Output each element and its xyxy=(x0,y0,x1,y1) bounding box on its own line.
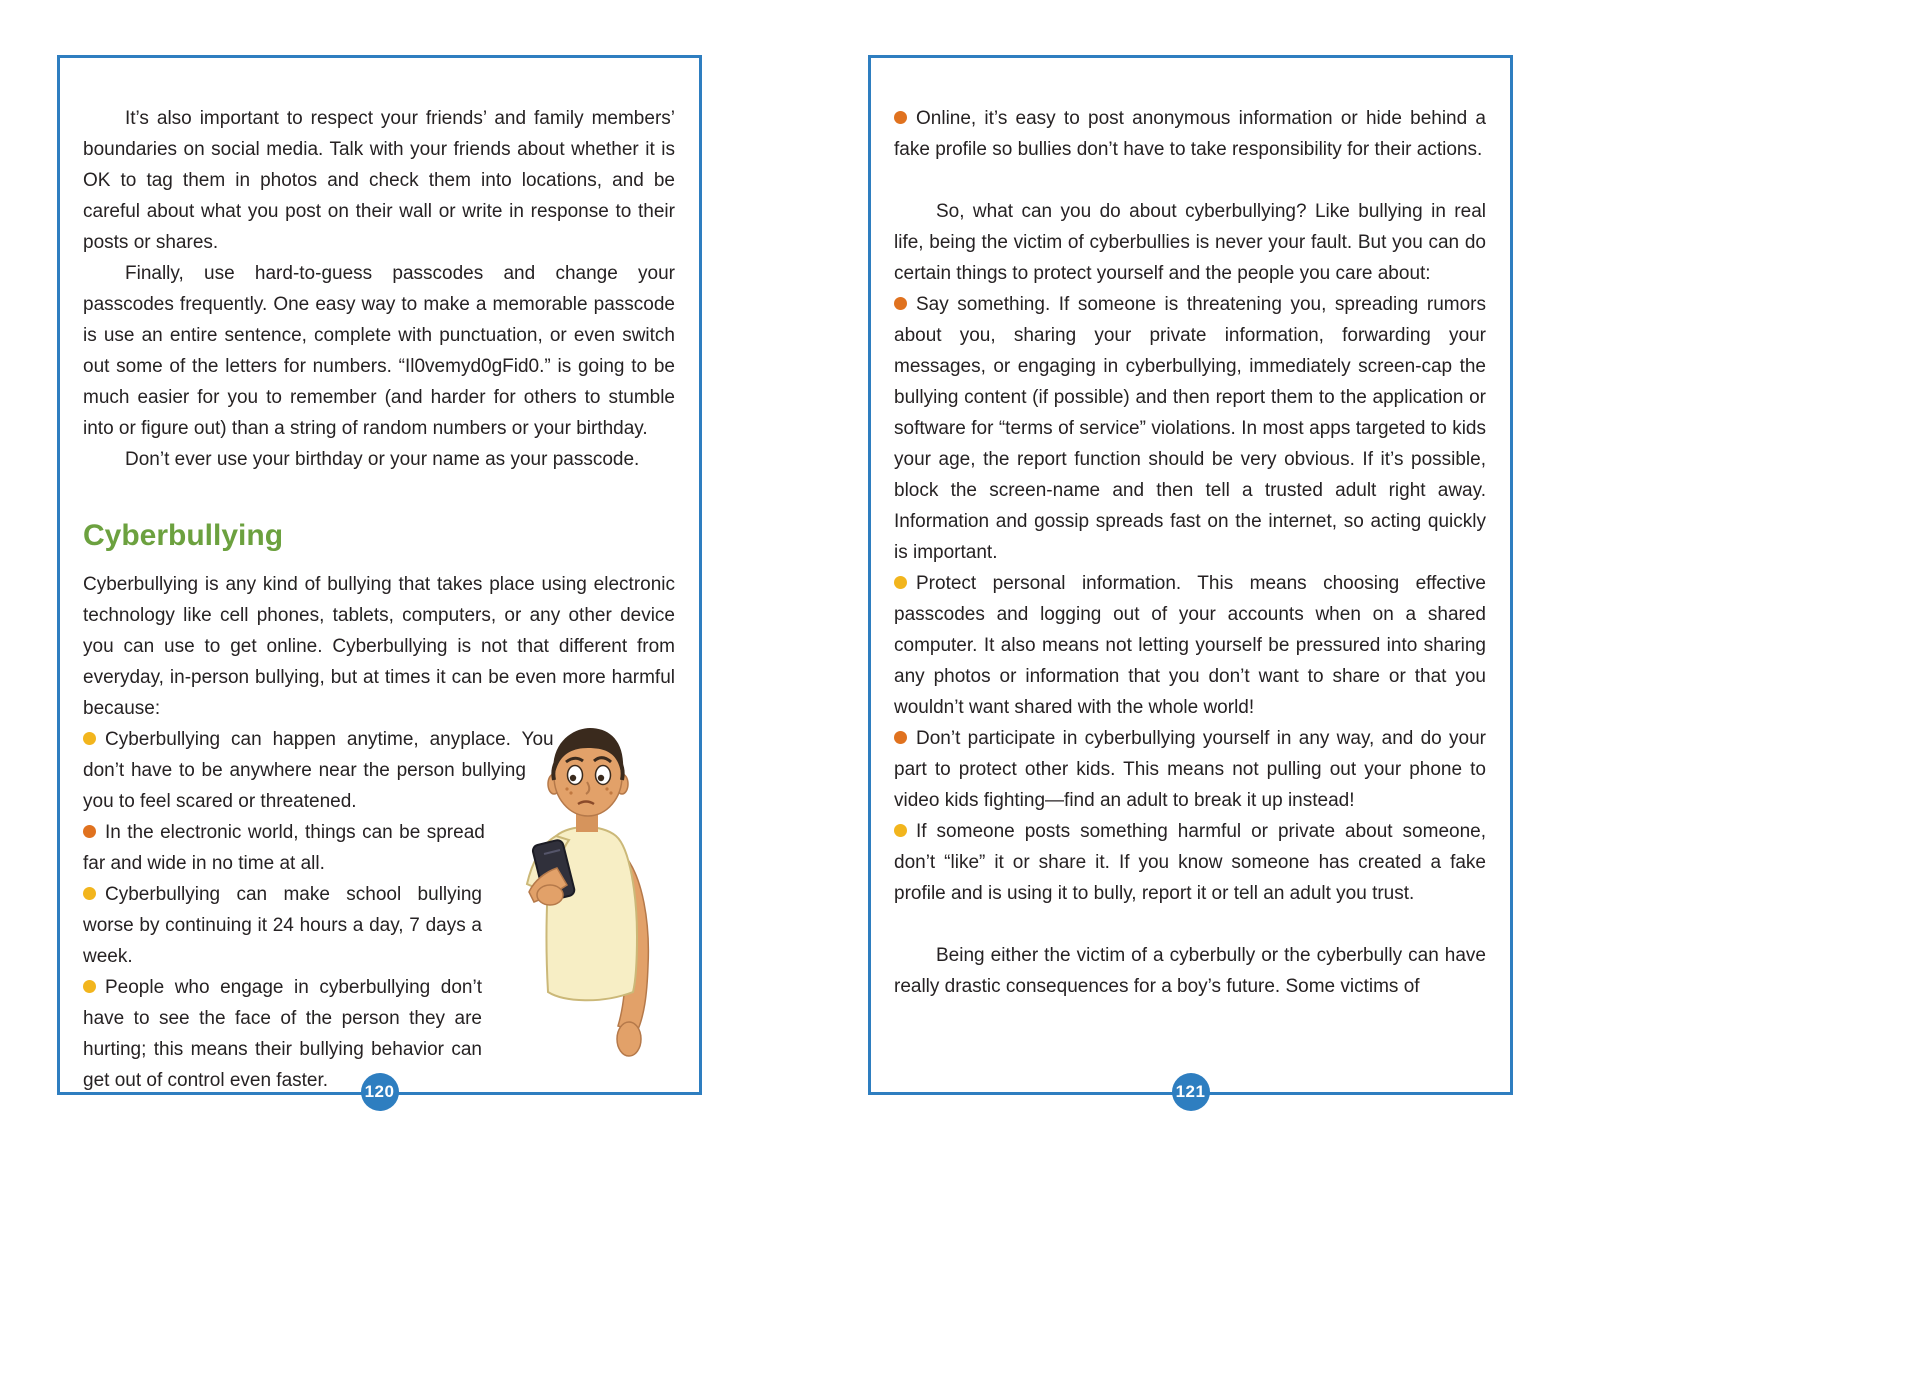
bullet-text: Say something. If someone is threatening you, spreading rumors about you, sharing your private information, forwarding your messages, or engaging in cyberbullying, immediately screen-cap the bullying content (if possible) and then report them to the application or software for “terms of service” violations. In most apps targeted to kids your age, the report function should be very obvious. If it’s possible, block the screen-name and then tell a trusted adult right away. Information and gossip spreads fast on the internet, so acting quickly is important. xyxy=(894,294,1486,563)
paragraph: Finally, use hard-to-guess passcodes and change your passcodes frequently. One easy way to make a memorable passcode is use an entire sentence, complete with punctuation, or even switch out some of the letters for numbers. “Il0vemyd0gFid0.” is going to be much easier for you to remember (and harder for others to stumble into or figure out) than a string of random numbers or your birthday. xyxy=(83,263,675,439)
paragraph: Cyberbullying is any kind of bullying that takes place using electronic technology like cell phones, tablets, computers, or any other device you can use to get online. Cyberbullying is not that different from everyday, in-person bullying, but at times it can be even more harmful because: xyxy=(83,574,675,719)
bullet-item xyxy=(894,289,1486,568)
bullet-dot xyxy=(83,980,96,993)
page-left-content xyxy=(60,58,699,1096)
bullet-dot xyxy=(894,297,907,310)
bullet-item xyxy=(894,723,1486,816)
bullet-item xyxy=(894,568,1486,723)
paragraph: Don’t ever use your birthday or your name as your passcode. xyxy=(125,449,640,470)
bullet-dot xyxy=(83,732,96,745)
section-heading-cyberbullying: Cyberbullying xyxy=(83,519,284,552)
bullet-dot xyxy=(894,111,907,124)
bullet-text: In the electronic world, things can be spread far and wide in no time at all. xyxy=(83,822,485,874)
page-number-badge: 121 xyxy=(1172,1073,1210,1111)
page-right-content xyxy=(871,58,1510,1002)
bullet-dot xyxy=(83,887,96,900)
bullet-dot xyxy=(83,825,96,838)
page-left xyxy=(57,55,702,1101)
page-number-badge: 120 xyxy=(361,1073,399,1111)
bullet-text: Protect personal information. This means choosing effective passcodes and logging out of your accounts when on a shared computer. It also means not letting yourself be pressured into sharing any photos or information that you don’t want to share or that you wouldn’t want shared with the whole world! xyxy=(894,573,1486,718)
bullet-text: If someone posts something harmful or private about someone, don’t “like” it or share it. If you know someone has created a fake profile and is using it to bully, report it or tell an adult you trust. xyxy=(894,821,1486,904)
paragraph: It’s also important to respect your friends’ and family members’ boundaries on social media. Talk with your friends about whether it is OK to tag them in photos and check them into locations, and be careful about what you post on their wall or write in response to their posts or shares. xyxy=(83,108,675,253)
bullet-item xyxy=(894,816,1486,909)
bullet-dot xyxy=(894,576,907,589)
page-right xyxy=(868,55,1513,1101)
bullet-text: Online, it’s easy to post anonymous information or hide behind a fake profile so bullies don’t have to take responsibility for their actions. xyxy=(894,108,1486,160)
bullet-dot xyxy=(894,824,907,837)
paragraph: So, what can you do about cyberbullying? Like bullying in real life, being the victim of cyberbullies is never your fault. But you can do certain things to protect yourself and the people you care about: xyxy=(894,201,1486,284)
bullet-text: Cyberbullying can make school bullying worse by continuing it 24 hours a day, 7 days a week. xyxy=(83,884,482,967)
bullet-text: Cyberbullying can happen anytime, anyplace. You don’t have to be anywhere near the person bullying you to feel scared or threatened. xyxy=(83,729,554,812)
bullet-dot xyxy=(894,731,907,744)
paragraph: Being either the victim of a cyberbully or the cyberbully can have really drastic consequences for a boy’s future. Some victims of xyxy=(894,945,1486,997)
bullet-text: People who engage in cyberbullying don’t have to see the face of the person they are hurting; this means their bullying behavior can get out of control even faster. xyxy=(83,977,482,1091)
bullet-item xyxy=(894,103,1486,165)
bullet-text: Don’t participate in cyberbullying yourself in any way, and do your part to protect other kids. This means not pulling out your phone to video kids fighting—find an adult to break it up instead! xyxy=(894,728,1486,811)
